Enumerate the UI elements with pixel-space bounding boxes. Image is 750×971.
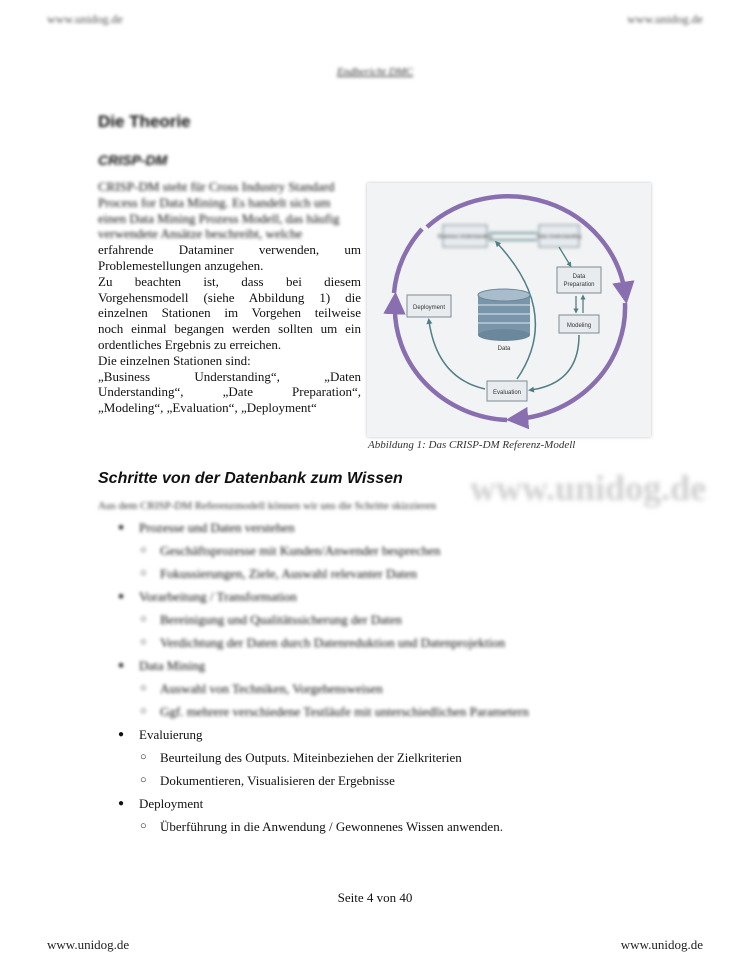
circle-bullet-icon: ○ (140, 705, 147, 717)
sub-list-item (118, 769, 678, 792)
deployment-label: Deployment (412, 305, 446, 311)
list-item-label: Deployment (139, 796, 204, 811)
steps-list (118, 516, 678, 838)
data-preparation-label-1: Data (572, 274, 586, 280)
data-understanding-label: Data Understanding (536, 234, 582, 240)
crisp-dm-svg (367, 183, 651, 437)
section-title: Die Theorie (98, 112, 191, 131)
bullet-icon: ● (118, 522, 125, 533)
circle-bullet-icon: ○ (140, 774, 147, 786)
intro-line: CRISP-DM steht für Cross Industry Standard (98, 179, 335, 194)
steps-title: Schritte von der Datenbank zum Wissen (98, 470, 403, 487)
circle-bullet-icon: ○ (140, 751, 147, 763)
footer-site-left[interactable]: www.unidog.de (47, 937, 130, 952)
crisp-dm-diagram (367, 183, 651, 437)
intro-line: Problemestellungen anzugehen. (98, 257, 264, 273)
circle-bullet-icon: ○ (140, 636, 147, 648)
circle-bullet-icon: ○ (140, 682, 147, 694)
intro-line: Process for Data Mining. Es handelt sich um (98, 194, 331, 210)
circle-bullet-icon: ○ (140, 613, 147, 625)
list-item (118, 723, 678, 746)
database-top (478, 289, 530, 301)
list-item-label: Vorarbeitung / Transformation (139, 589, 297, 604)
sub-list-item (118, 677, 678, 700)
steps-subtitle: Aus dem CRISP-DM Referenzmodell können wir uns die Schritte skizzieren (98, 500, 437, 512)
intro-line: Vorgehensmodell (siehe Abbildung 1) die (98, 289, 361, 305)
intro-line: ordentliches Ergebnis zu erreichen. (98, 336, 282, 352)
cycle-arc-left (394, 229, 422, 293)
modeling-label: Modeling (566, 323, 592, 329)
bullet-icon: ● (118, 591, 125, 602)
intro-line: erfahrende Dataminer verwenden, um (98, 242, 361, 258)
footer-site-right[interactable]: www.unidog.de (620, 937, 703, 952)
sub-list-item (118, 746, 678, 769)
sub-list-item-label: Verdichtung der Daten durch Datenreduktion und Datenprojektion (160, 635, 506, 650)
sub-list-item-label: Ggf. mehrere verschiedene Testläufe mit unterschiedlichen Parametern (160, 704, 529, 719)
header-site-left: www.unidog.de (47, 12, 123, 26)
list-item-label: Evaluierung (139, 727, 203, 742)
sub-list-item (118, 562, 678, 585)
intro-line: noch einmal begangen werden sollten um ein (98, 321, 361, 337)
intro-paragraph (98, 179, 361, 416)
section-subtitle: CRISP-DM (98, 152, 168, 168)
data-preparation-label-2: Preparation (563, 282, 595, 288)
business-understanding-label: Business Understanding (437, 234, 493, 240)
intro-line: Die einzelnen Stationen sind: (98, 352, 251, 368)
bullet-icon: ● (118, 729, 125, 740)
circle-bullet-icon: ○ (140, 544, 147, 556)
watermark: www.unidog.de (470, 468, 707, 508)
list-item (118, 585, 678, 608)
list-item (118, 792, 678, 815)
sub-list-item-label: Dokumentieren, Visualisieren der Ergebnisse (160, 773, 395, 788)
sub-list-item-label: Geschäftsprozesse mit Kunden/Anwender besprechen (160, 543, 441, 558)
database-bottom (478, 329, 530, 341)
intro-line: verwendete Ansätze beschreibt, welche (98, 226, 303, 242)
list-item-label: Data Mining (139, 658, 206, 673)
intro-line: „Modeling“, „Evaluation“, „Deployment“ (98, 400, 317, 416)
intro-line: Understanding“, „Date Preparation“, (98, 384, 361, 400)
document-title: Endbericht DMC (336, 66, 414, 78)
page-number: Seite 4 von 40 (337, 890, 413, 905)
evaluation-label: Evaluation (492, 390, 522, 396)
arrow-model-to-eval (531, 335, 579, 390)
sub-list-item (118, 700, 678, 723)
intro-line: einen Data Mining Prozess Modell, das häufig (98, 210, 340, 226)
intro-line: einzelnen Stationen im Vorgehen teilweise (98, 305, 361, 321)
sub-list-item-label: Überführung in die Anwendung / Gewonnenes Wissen anwenden. (160, 819, 503, 834)
header-site-right: www.unidog.de (627, 12, 703, 26)
database-icon (478, 289, 530, 341)
data-preparation-box (557, 267, 601, 293)
intro-line: Zu beachten ist, dass bei diesem (98, 273, 361, 289)
circle-bullet-icon: ○ (140, 567, 147, 579)
sub-list-item (118, 608, 678, 631)
circle-bullet-icon: ○ (140, 820, 147, 832)
bullet-icon: ● (118, 660, 125, 671)
list-item (118, 516, 678, 539)
list-item-label: Prozesse und Daten verstehen (139, 520, 295, 535)
arrow-understanding-to-prep (559, 247, 570, 265)
sub-list-item (118, 815, 678, 838)
sub-list-item (118, 539, 678, 562)
figure-caption: Abbildung 1: Das CRISP-DM Referenz-Modell (368, 439, 576, 451)
sub-list-item-label: Fokussierungen, Ziele, Auswahl relevanter Daten (160, 566, 418, 581)
sub-list-item-label: Bereinigung und Qualitätssicherung der Daten (160, 612, 402, 627)
intro-line: „Business Understanding“, „Daten (98, 368, 361, 384)
sub-list-item (118, 631, 678, 654)
sub-list-item-label: Beurteilung des Outputs. Miteinbeziehen der Zielkriterien (160, 750, 462, 765)
arrow-eval-to-deploy (429, 321, 485, 389)
bullet-icon: ● (118, 798, 125, 809)
data-label: Data (497, 346, 511, 352)
sub-list-item-label: Auswahl von Techniken, Vorgehensweisen (160, 681, 383, 696)
list-item (118, 654, 678, 677)
